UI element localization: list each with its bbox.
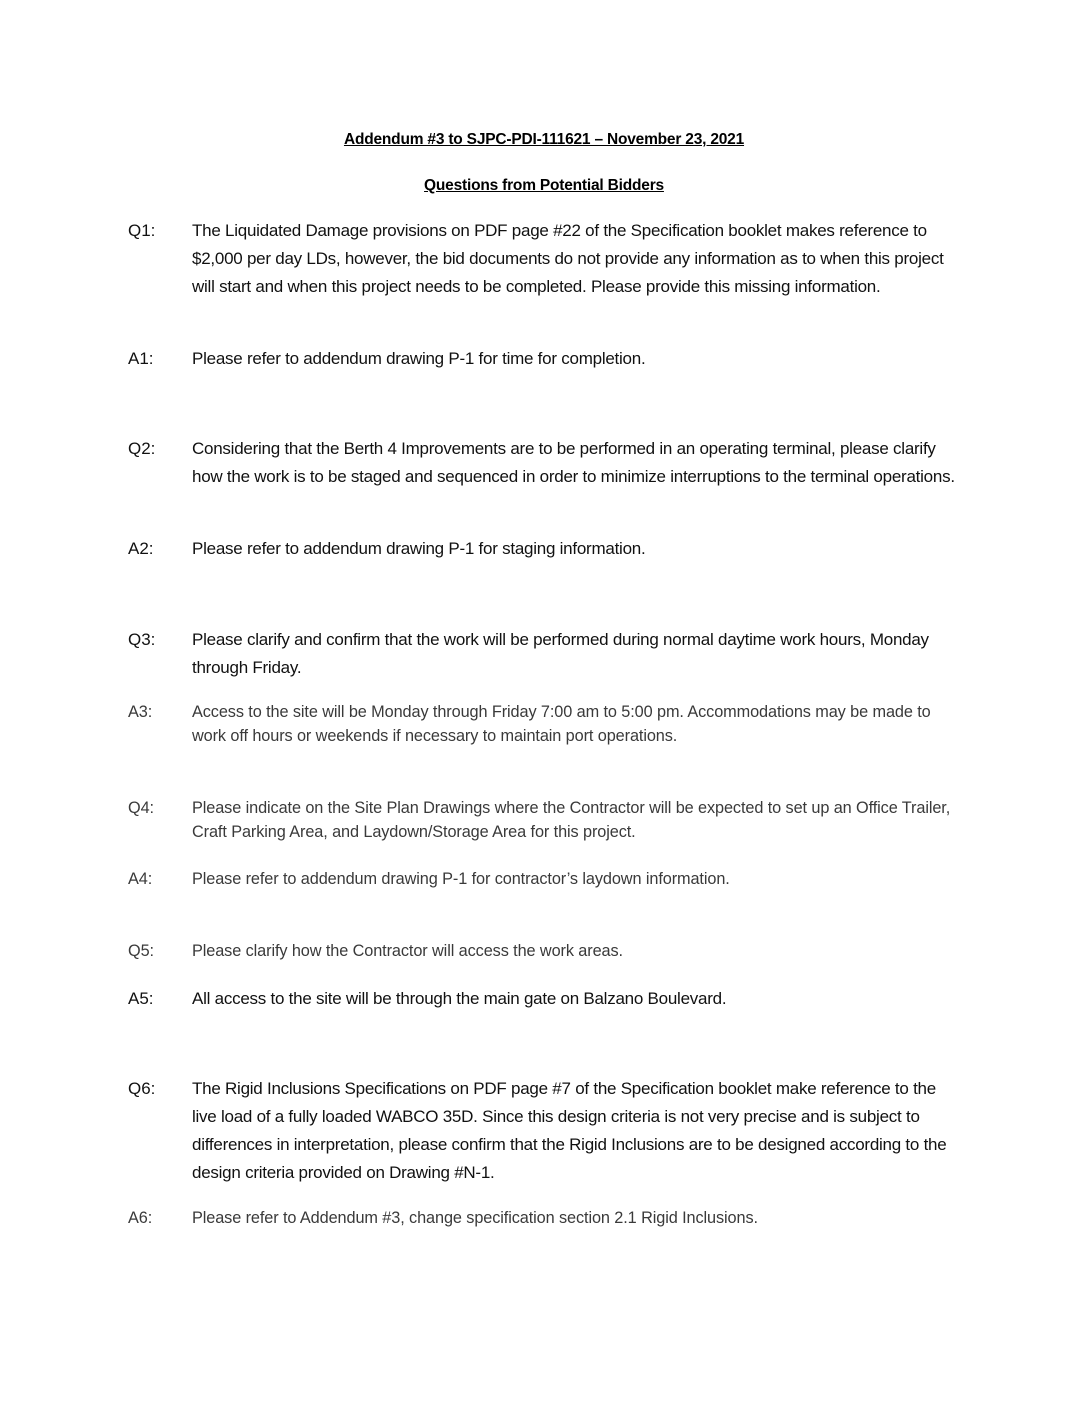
- question-text: Please clarify how the Contractor will access the work areas.: [192, 942, 623, 960]
- answer-label: A4:: [128, 870, 153, 888]
- answer-label: A1:: [128, 349, 154, 368]
- question-5: [128, 939, 963, 963]
- question-6: [128, 1075, 963, 1187]
- answer-label: A3:: [128, 703, 153, 721]
- document-subtitle: Questions from Potential Bidders: [424, 177, 664, 194]
- answer-text: Access to the site will be Monday through Friday 7:00 am to 5:00 pm. Accommodations may be made to work off hours or weekends if necessary to maintain port operations.: [192, 703, 931, 745]
- answer-text: Please refer to addendum drawing P-1 for staging information.: [192, 539, 646, 558]
- answer-text: All access to the site will be through the main gate on Balzano Boulevard.: [192, 989, 727, 1008]
- question-label: Q3:: [128, 630, 156, 649]
- answer-label: A6:: [128, 1209, 153, 1227]
- answer-6: [128, 1206, 963, 1230]
- answer-text: Please refer to addendum drawing P-1 for time for completion.: [192, 349, 646, 368]
- question-2: [128, 435, 963, 491]
- answer-4: [128, 867, 963, 891]
- question-text: Considering that the Berth 4 Improvements are to be performed in an operating terminal, please clarify how the work is to be staged and sequenced in order to minimize interruptions to the terminal operations.: [192, 439, 955, 486]
- question-1: [128, 217, 963, 301]
- question-label: Q6:: [128, 1079, 156, 1098]
- answer-text: Please refer to Addendum #3, change specification section 2.1 Rigid Inclusions.: [192, 1209, 758, 1227]
- question-4: [128, 796, 963, 844]
- question-label: Q4:: [128, 799, 154, 817]
- answer-label: A5:: [128, 989, 154, 1008]
- question-text: The Rigid Inclusions Specifications on PDF page #7 of the Specification booklet make reference to the live load of a fully loaded WABCO 35D. Since this design criteria is not very precise and is subject to differences in interpretation, please confirm that the Rigid Inclusions are to be designed according to the design criteria provided on Drawing #N-1.: [192, 1079, 947, 1182]
- answer-3: [128, 700, 963, 748]
- answer-label: A2:: [128, 539, 154, 558]
- question-3: [128, 626, 963, 682]
- question-text: Please clarify and confirm that the work will be performed during normal daytime work hours, Monday through Friday.: [192, 630, 929, 677]
- answer-2: [128, 535, 963, 563]
- question-label: Q1:: [128, 221, 156, 240]
- answer-1: [128, 345, 963, 373]
- question-text: Please indicate on the Site Plan Drawings where the Contractor will be expected to set up an Office Trailer, Craft Parking Area, and Laydown/Storage Area for this project.: [192, 799, 951, 841]
- question-label: Q2:: [128, 439, 156, 458]
- document-title: Addendum #3 to SJPC-PDI-111621 – November 23, 2021: [343, 131, 745, 148]
- question-label: Q5:: [128, 942, 154, 960]
- answer-5: [128, 985, 963, 1013]
- answer-text: Please refer to addendum drawing P-1 for contractor’s laydown information.: [192, 870, 730, 888]
- question-text: The Liquidated Damage provisions on PDF page #22 of the Specification booklet makes reference to $2,000 per day LDs, however, the bid documents do not provide any information as to when this project will start and when this project needs to be completed. Please provide this missing information.: [192, 221, 944, 296]
